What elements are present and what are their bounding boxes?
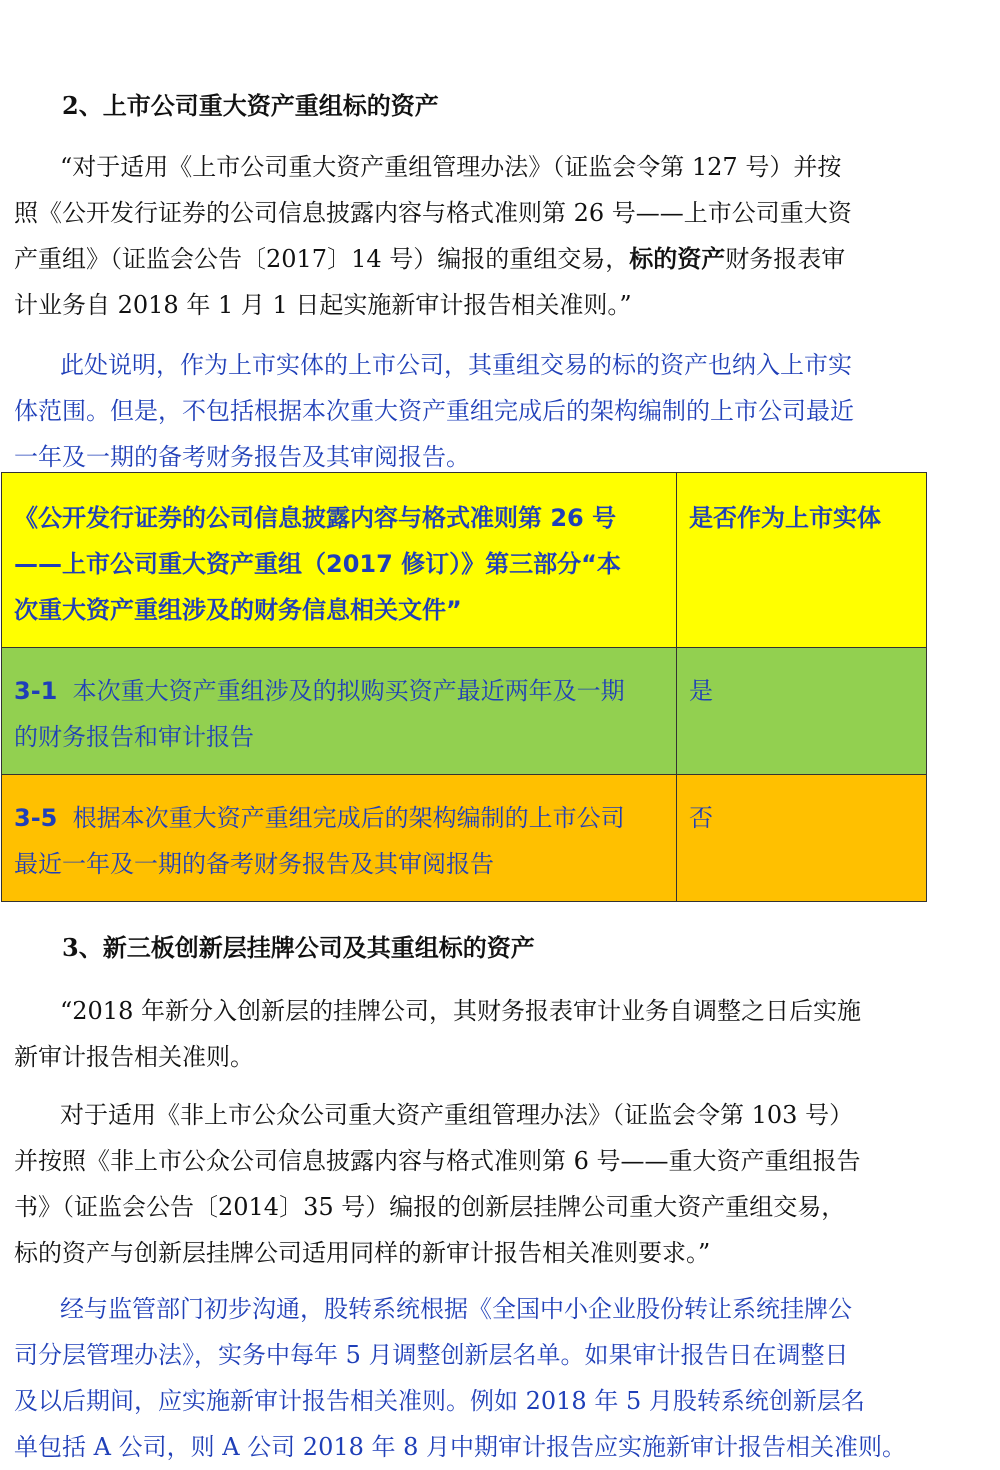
para2-line-1: 对于适用《非上市公众公司重大资产重组管理办法》（证监会令第 103 号） [60,1101,854,1129]
quote-line-4: 计业务自 2018 年 1 月 1 日起实施新审计报告相关准则。” [14,291,632,319]
quote-bold-term: 标的资产 [629,244,726,273]
para1-line-1: “2018 年新分入创新层的挂牌公司，其财务报表审计业务自调整之日后实施 [60,997,861,1025]
section-2-note [14,342,924,480]
para2-line-2: 并按照《非上市公众公司信息披露内容与格式准则第 6 号——重大资产重组报告 [14,1147,861,1175]
row-3-1-answer [677,648,927,775]
row-3-5-line-1 [14,795,664,841]
header-line-1: 《公开发行证券的公司信息披露内容与格式准则第 26 号 [14,504,617,532]
note-line-2: 体范围。但是，不包括根据本次重大资产重组完成后的架构编制的上市公司最近 [14,397,854,425]
row-3-5-answer-text: 否 [689,804,713,832]
row-3-5-id: 3-5 [14,804,58,832]
header-line-2: ——上市公司重大资产重组（2017 修订）》第三部分“本 [14,550,621,578]
header-col2-label: 是否作为上市实体 [689,504,881,532]
quote-line-3-head: 产重组》（证监会公告〔2017〕14 号）编报的重组交易， [14,245,630,273]
section-3-para-1 [14,988,924,1080]
section-3-note [14,1286,924,1470]
row-3-1-text-1: 本次重大资产重组涉及的拟购买资产最近两年及一期 [72,677,625,705]
table-row [2,775,927,902]
note-line-3: 一年及一期的备考财务报告及其审阅报告。 [14,443,470,471]
row-3-5-text-1: 根据本次重大资产重组完成后的架构编制的上市公司 [72,804,625,832]
section-3-para-2 [14,1092,924,1276]
row-3-1-answer-text: 是 [689,677,713,705]
quote-line-2: 照《公开发行证券的公司信息披露内容与格式准则第 26 号——上市公司重大资 [14,199,852,227]
section-2-quote [14,144,924,328]
row-3-5-answer [677,775,927,902]
quote-line-3-tail: 财务报表审 [725,245,846,273]
note3-line-2: 司分层管理办法》，实务中每年 5 月调整创新层名单。如果审计报告日在调整日 [14,1341,849,1369]
header-line-3: 次重大资产重组涉及的财务信息相关文件” [14,596,462,624]
table-header-row [2,473,927,648]
row-3-1-description [2,648,677,775]
section-3-heading: 3、新三板创新层挂牌公司及其重组标的资产 [62,933,535,962]
row-3-1-line-1 [14,668,664,714]
note3-line-3: 及以后期间，应实施新审计报告相关准则。例如 2018 年 5 月股转系统创新层名 [14,1387,865,1415]
note3-line-1: 经与监管部门初步沟通，股转系统根据《全国中小企业股份转让系统挂牌公 [60,1295,852,1323]
table-row [2,648,927,775]
note-line-1: 此处说明，作为上市实体的上市公司，其重组交易的标的资产也纳入上市实 [60,351,852,379]
para1-line-2: 新审计报告相关准则。 [14,1043,254,1071]
para2-line-3: 书》（证监会公告〔2014〕35 号）编报的创新层挂牌公司重大资产重组交易， [14,1193,846,1221]
section-2-heading: 2、上市公司重大资产重组标的资产 [62,91,439,120]
row-3-1-line-2: 的财务报告和审计报告 [14,723,254,751]
note3-line-4: 单包括 A 公司，则 A 公司 2018 年 8 月中期审计报告应实施新审计报告相关准则。 [14,1433,907,1461]
table-header-listed-entity [677,473,927,648]
row-3-5-description [2,775,677,902]
quote-line-1: “对于适用《上市公司重大资产重组管理办法》（证监会令第 127 号）并按 [60,153,842,181]
row-3-5-line-2: 最近一年及一期的备考财务报告及其审阅报告 [14,850,494,878]
para2-line-4: 标的资产与创新层挂牌公司适用同样的新审计报告相关准则要求。” [14,1239,711,1267]
quote-line-3 [14,236,924,282]
table-header-document [2,473,677,648]
row-3-1-id: 3-1 [14,677,58,705]
financial-docs-table [1,472,927,902]
